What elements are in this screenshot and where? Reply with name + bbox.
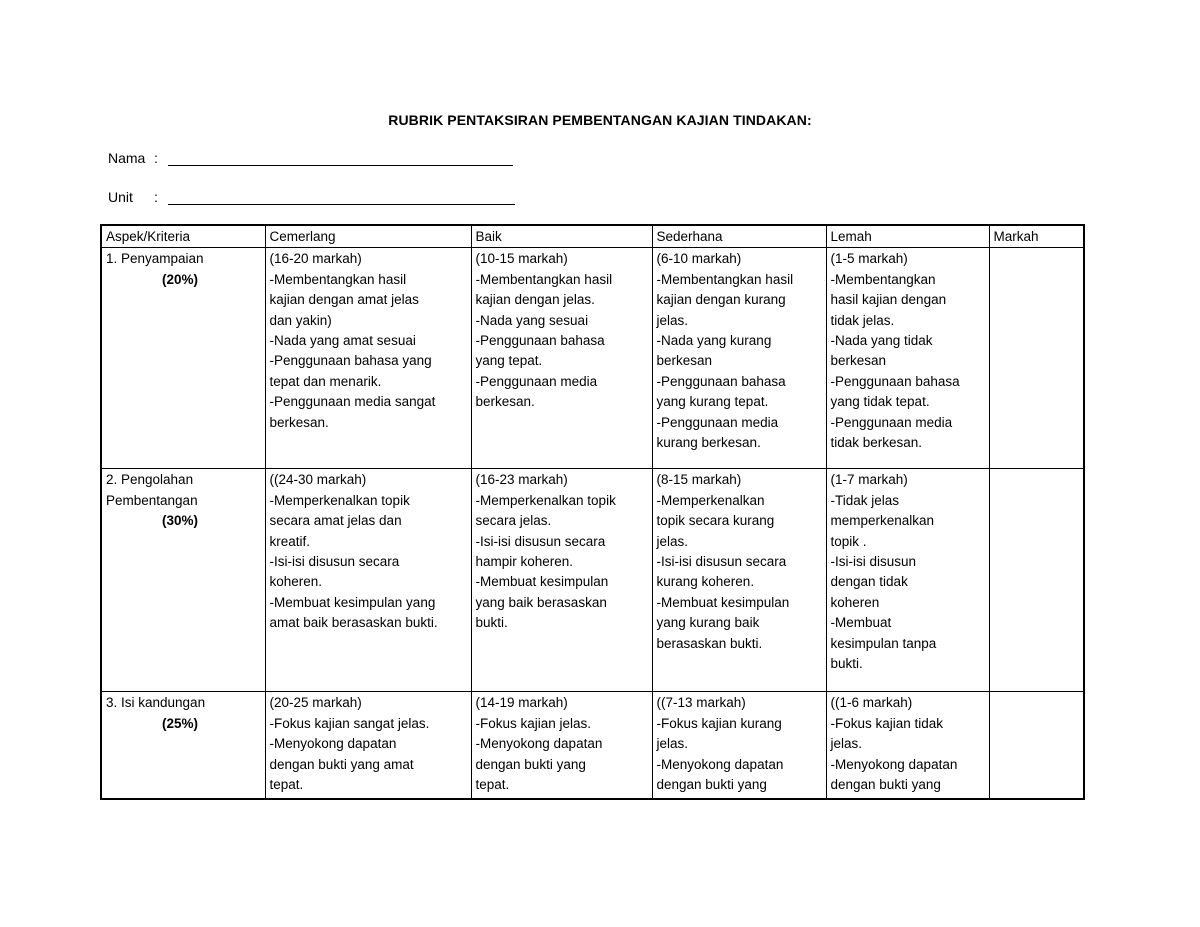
aspect-weight: (20%) [162, 271, 199, 287]
mark-range: ((1-6 markah) [830, 695, 913, 711]
criteria-text: secara jelas. [475, 513, 552, 529]
criteria-text: berkesan [830, 353, 887, 369]
aspect-label: 3. Isi kandungan [106, 695, 206, 711]
criteria-text: -Menyokong dapatan [269, 736, 397, 752]
criteria-text: kurang koheren. [656, 574, 755, 590]
markah-cell[interactable] [989, 248, 1084, 469]
criteria-text: -Membuat kesimpulan yang [269, 594, 436, 610]
header-lemah: Lemah [826, 225, 989, 248]
aspect-weight: (25%) [162, 715, 199, 731]
markah-cell[interactable] [989, 469, 1084, 692]
criteria-text: yang kurang baik [656, 615, 760, 631]
criteria-text: -Memperkenalkan [656, 492, 765, 508]
criteria-text: jelas. [830, 736, 863, 752]
criteria-text: -Membuat kesimpulan [475, 574, 609, 590]
aspect-cell [101, 248, 265, 469]
criteria-cell-lemah [826, 248, 989, 469]
mark-range: (8-15 markah) [656, 472, 742, 488]
criteria-text: -Penggunaan bahasa [830, 373, 960, 389]
header-aspek: Aspek/Kriteria [101, 225, 265, 248]
criteria-text: -Fokus kajian jelas. [475, 715, 592, 731]
criteria-cell-lemah [826, 692, 989, 799]
criteria-text: -Memperkenalkan topik [475, 492, 616, 508]
aspect-cell [101, 469, 265, 692]
criteria-text: dengan bukti yang amat [269, 756, 414, 772]
mark-range: (20-25 markah) [269, 695, 362, 711]
document-title: RUBRIK PENTAKSIRAN PEMBENTANGAN KAJIAN TINDAKAN: [388, 112, 812, 128]
criteria-text: kajian dengan kurang [656, 292, 786, 308]
mark-range: (1-5 markah) [830, 251, 908, 267]
criteria-text: -Isi-isi disusun [830, 554, 917, 570]
mark-range: (14-19 markah) [475, 695, 568, 711]
unit-label: Unit [108, 189, 133, 205]
header-baik: Baik [471, 225, 652, 248]
aspect-label: Pembentangan [106, 492, 198, 508]
criteria-text: topik . [830, 533, 867, 549]
criteria-text: koheren [830, 594, 880, 610]
criteria-text: yang tepat. [475, 353, 543, 369]
criteria-cell-baik [471, 469, 652, 692]
header-cemerlang: Cemerlang [265, 225, 471, 248]
criteria-text: dan yakin) [269, 312, 332, 328]
criteria-text: dengan bukti yang [656, 777, 767, 793]
criteria-text: -Isi-isi disusun secara [656, 554, 787, 570]
criteria-text: kurang berkesan. [656, 435, 761, 451]
unit-blank-line [168, 190, 515, 205]
criteria-text: yang kurang tepat. [656, 394, 769, 410]
criteria-text: tidak berkesan. [830, 435, 923, 451]
criteria-text: -Membentangkan hasil [269, 271, 407, 287]
aspect-label: 2. Pengolahan [106, 472, 194, 488]
nama-label: Nama [108, 150, 146, 166]
unit-field [108, 189, 515, 205]
criteria-cell-cemerlang [265, 692, 471, 799]
nama-colon: : [154, 150, 158, 166]
mark-range: (10-15 markah) [475, 251, 568, 267]
mark-range: ((7-13 markah) [656, 695, 746, 711]
criteria-cell-baik [471, 248, 652, 469]
criteria-text: jelas. [656, 312, 689, 328]
criteria-text: topik secara kurang [656, 513, 775, 529]
criteria-text: -Penggunaan bahasa yang [269, 353, 432, 369]
header-markah: Markah [989, 225, 1084, 248]
criteria-text: -Penggunaan bahasa [656, 373, 786, 389]
mark-range: (1-7 markah) [830, 472, 908, 488]
criteria-text: -Isi-isi disusun secara [269, 554, 400, 570]
criteria-cell-cemerlang [265, 469, 471, 692]
mark-range: (6-10 markah) [656, 251, 742, 267]
aspect-weight: (30%) [162, 513, 199, 529]
criteria-cell-baik [471, 692, 652, 799]
table-row [101, 248, 1084, 469]
mark-range: (16-20 markah) [269, 251, 362, 267]
criteria-text: jelas. [656, 533, 689, 549]
table-row [101, 692, 1084, 799]
criteria-text: kajian dengan amat jelas [269, 292, 419, 308]
aspect-cell [101, 692, 265, 799]
criteria-text: -Nada yang kurang [656, 333, 772, 349]
table-row [101, 469, 1084, 692]
criteria-text: -Membuat kesimpulan [656, 594, 790, 610]
criteria-text: tepat. [475, 777, 510, 793]
criteria-text: kreatif. [269, 533, 311, 549]
criteria-text: hampir koheren. [475, 554, 574, 570]
criteria-text: berkesan. [475, 394, 535, 410]
criteria-text: hasil kajian dengan [830, 292, 947, 308]
criteria-text: -Fokus kajian sangat jelas. [269, 715, 430, 731]
mark-range: ((24-30 markah) [269, 472, 367, 488]
criteria-text: tidak jelas. [830, 312, 895, 328]
nama-blank-line [168, 151, 513, 166]
criteria-text: -Penggunaan media [830, 414, 953, 430]
criteria-text: dengan bukti yang [830, 777, 941, 793]
criteria-text: kajian dengan jelas. [475, 292, 595, 308]
criteria-text: dengan tidak [830, 574, 908, 590]
header-sederhana: Sederhana [652, 225, 826, 248]
criteria-text: -Penggunaan media sangat [269, 394, 436, 410]
criteria-text: -Memperkenalkan topik [269, 492, 410, 508]
criteria-text: jelas. [656, 736, 689, 752]
criteria-text: -Menyokong dapatan [830, 756, 958, 772]
criteria-text: berkesan. [269, 414, 329, 430]
criteria-text: -Penggunaan bahasa [475, 333, 605, 349]
criteria-cell-sederhana [652, 469, 826, 692]
criteria-text: tepat dan menarik. [269, 373, 382, 389]
criteria-text: -Nada yang sesuai [475, 312, 589, 328]
criteria-text: -Fokus kajian kurang [656, 715, 782, 731]
criteria-text: bukti. [475, 615, 508, 631]
criteria-text: secara amat jelas dan [269, 513, 402, 529]
criteria-text: -Penggunaan media [656, 414, 779, 430]
criteria-text: kesimpulan tanpa [830, 635, 937, 651]
criteria-text: dengan bukti yang [475, 756, 586, 772]
criteria-cell-sederhana [652, 692, 826, 799]
mark-range: (16-23 markah) [475, 472, 568, 488]
unit-colon: : [154, 189, 158, 205]
criteria-text: berkesan [656, 353, 713, 369]
criteria-text: -Membentangkan hasil [656, 271, 794, 287]
criteria-text: bukti. [830, 656, 863, 672]
criteria-text: -Membentangkan [830, 271, 936, 287]
criteria-text: -Membentangkan hasil [475, 271, 613, 287]
rubric-table [100, 224, 1085, 800]
criteria-text: koheren. [269, 574, 323, 590]
criteria-text: -Menyokong dapatan [656, 756, 784, 772]
criteria-text: yang tidak tepat. [830, 394, 930, 410]
criteria-text: -Nada yang tidak [830, 333, 933, 349]
criteria-text: tepat. [269, 777, 304, 793]
aspect-label: 1. Penyampaian [106, 251, 204, 267]
markah-cell[interactable] [989, 692, 1084, 799]
nama-field [108, 150, 513, 166]
criteria-text: -Tidak jelas [830, 492, 900, 508]
criteria-text: -Nada yang amat sesuai [269, 333, 416, 349]
criteria-text: -Isi-isi disusun secara [475, 533, 606, 549]
criteria-cell-cemerlang [265, 248, 471, 469]
criteria-cell-lemah [826, 469, 989, 692]
criteria-cell-sederhana [652, 248, 826, 469]
criteria-text: berasaskan bukti. [656, 635, 763, 651]
criteria-text: yang baik berasaskan [475, 594, 607, 610]
criteria-text: amat baik berasaskan bukti. [269, 615, 438, 631]
criteria-text: -Fokus kajian tidak [830, 715, 944, 731]
criteria-text: -Menyokong dapatan [475, 736, 603, 752]
criteria-text: -Membuat [830, 615, 892, 631]
header-row [101, 225, 1084, 248]
criteria-text: -Penggunaan media [475, 373, 598, 389]
criteria-text: memperkenalkan [830, 513, 935, 529]
